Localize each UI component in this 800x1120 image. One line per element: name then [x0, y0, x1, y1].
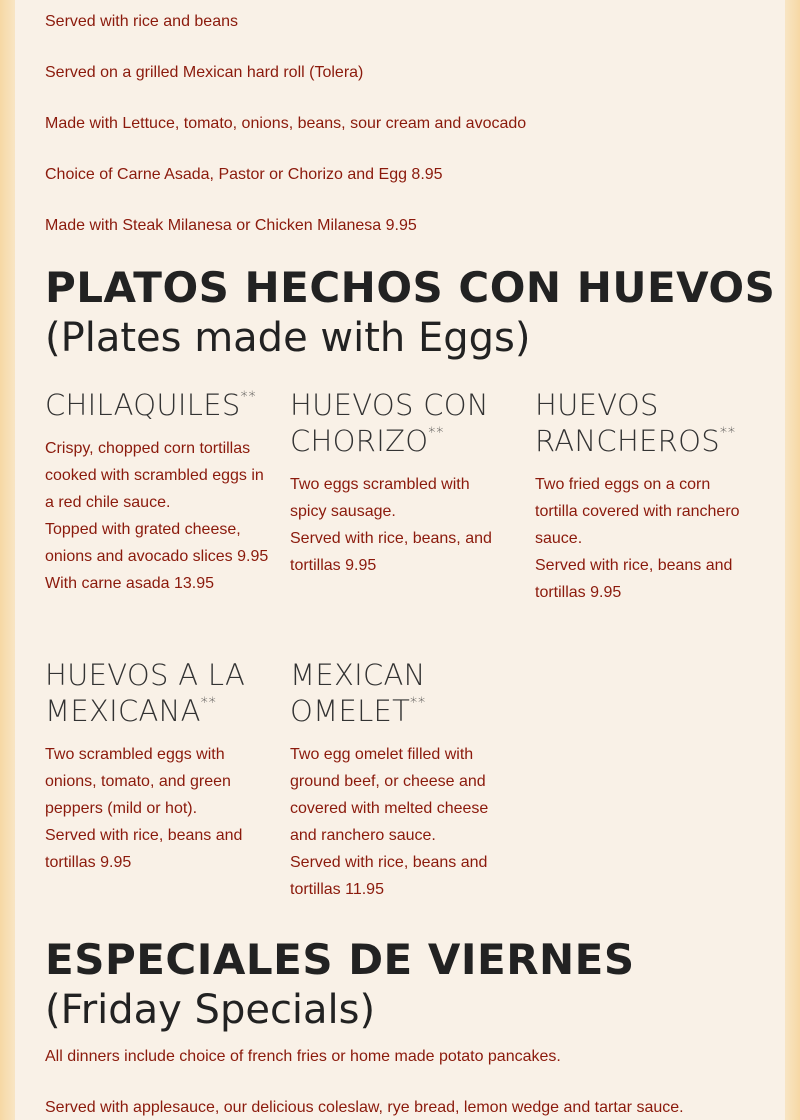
asterisk-mark: ** [719, 425, 736, 441]
menu-page [15, 0, 785, 1120]
intro-line: Made with Lettuce, tomato, onions, beans, sour cream and avocado [45, 115, 527, 132]
description-line: Two eggs scrambled with spicy sausage. [290, 476, 470, 520]
description-line: Served with rice, beans and tortillas 9.95 [45, 827, 243, 871]
eggs-title-spanish: PLATOS HECHOS CON HUEVOS [45, 263, 776, 312]
menu-item-mexican-omelet [290, 657, 500, 903]
menu-item-huevos-con-chorizo [290, 387, 505, 579]
description-line: Two fried eggs on a corn tortilla covered with ranchero sauce. [535, 476, 740, 547]
menu-item-name: HUEVOS A LA MEXICANA** [45, 658, 246, 728]
menu-item-description [290, 471, 505, 579]
menu-item-huevos-a-la-mexicana [45, 657, 255, 876]
eggs-section-title [45, 263, 775, 363]
menu-item-chilaquiles [45, 387, 270, 597]
eggs-title-english: (Plates made with Eggs) [45, 315, 531, 361]
menu-item-name: HUEVOS CON CHORIZO** [290, 388, 489, 458]
menu-item-name: MEXICAN OMELET** [290, 658, 427, 728]
asterisk-mark: ** [200, 695, 217, 711]
menu-item-name: HUEVOS RANCHEROS** [535, 388, 736, 458]
description-line: Served with rice, beans and tortillas 9.95 [535, 557, 733, 601]
friday-note-line: All dinners include choice of french fries or home made potato pancakes. [45, 1048, 561, 1065]
description-line: With carne asada 13.95 [45, 575, 214, 592]
menu-item-description [290, 741, 500, 903]
asterisk-mark: ** [410, 695, 427, 711]
description-line: Topped with grated cheese, onions and avocado slices 9.95 [45, 521, 269, 565]
friday-title-spanish: ESPECIALES DE VIERNES [45, 935, 635, 984]
description-line: Served with rice, beans and tortillas 11.95 [290, 854, 488, 898]
menu-item-huevos-rancheros [535, 387, 750, 606]
intro-line: Made with Steak Milanesa or Chicken Milanesa 9.95 [45, 217, 417, 234]
menu-item-description [45, 435, 270, 597]
friday-section-title [45, 935, 635, 1035]
menu-item-description [535, 471, 750, 606]
intro-line: Served on a grilled Mexican hard roll (Tolera) [45, 64, 364, 81]
friday-title-english: (Friday Specials) [45, 987, 376, 1033]
menu-item-name: CHILAQUILES** [45, 388, 257, 422]
friday-note-line: Served with applesauce, our delicious coleslaw, rye bread, lemon wedge and tartar sauce. [45, 1099, 684, 1116]
description-line: Served with rice, beans, and tortillas 9.95 [290, 530, 492, 574]
description-line: Two egg omelet filled with ground beef, or cheese and covered with melted cheese and ranchero sauce. [290, 746, 489, 844]
asterisk-mark: ** [240, 389, 257, 405]
description-line: Two scrambled eggs with onions, tomato, and green peppers (mild or hot). [45, 746, 231, 817]
intro-line: Served with rice and beans [45, 13, 238, 30]
description-line: Crispy, chopped corn tortillas cooked with scrambled eggs in a red chile sauce. [45, 440, 264, 511]
menu-item-description [45, 741, 255, 876]
intro-line: Choice of Carne Asada, Pastor or Chorizo and Egg 8.95 [45, 166, 443, 183]
asterisk-mark: ** [428, 425, 445, 441]
